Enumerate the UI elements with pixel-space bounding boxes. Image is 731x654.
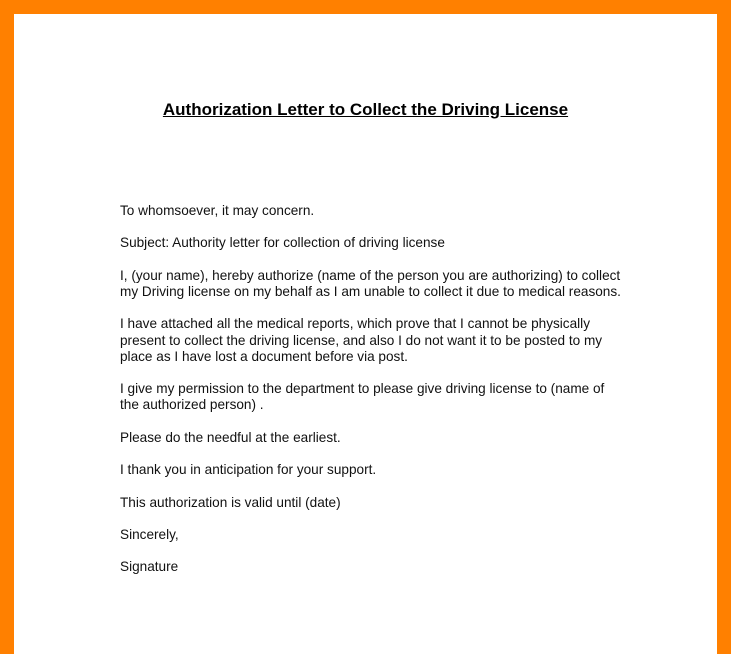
signature: Signature [120,559,179,575]
salutation: To whomsoever, it may concern. [120,203,315,218]
letter-title: Authorization Letter to Collect the Driving License [162,100,569,119]
subject-line: Subject: Authority letter for collection of driving license [120,235,445,251]
letter-body [120,203,625,592]
closing: Sincerely, [120,526,179,542]
paragraph-authorization: I, (your name), hereby authorize (name of the person you are authorizing) to collect my Driving license on my behalf as I am unable to collect it due to medical reasons. [120,267,621,299]
paragraph-medical-reports: I have attached all the medical reports, which prove that I cannot be physically present to collect the driving license, and also I do not want it to be posted to my place as I have lost a document before via post. [120,316,603,364]
paragraph-thanks: I thank you in anticipation for your support. [120,462,377,478]
paragraph-permission: I give my permission to the department to please give driving license to (name of the authorized person) . [120,381,605,413]
paragraph-request: Please do the needful at the earliest. [120,429,341,445]
paragraph-validity: This authorization is valid until (date) [120,494,341,510]
